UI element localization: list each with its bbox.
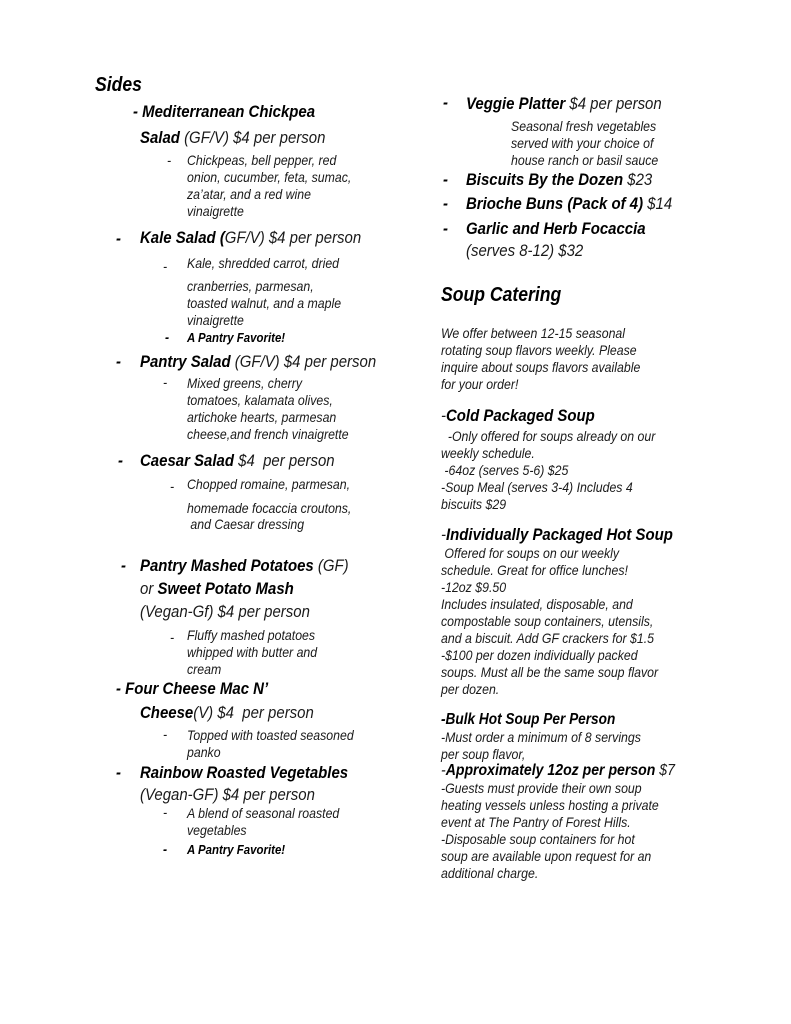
soup-text-line	[441, 682, 499, 696]
text: Offered for soups on our weekly	[441, 545, 620, 561]
soup-text-line	[441, 832, 635, 846]
sides-text-line	[140, 764, 348, 781]
bold-text: Individually Packaged Hot Soup	[445, 525, 673, 544]
extras-text-line	[466, 195, 672, 212]
text: and a biscuit. Add GF crackers for $1.5	[441, 630, 654, 646]
soup-text-line	[441, 648, 638, 662]
bullet-dash	[163, 842, 167, 856]
soup-text-line	[441, 815, 631, 829]
bold-text: -	[443, 93, 448, 112]
text: -	[441, 525, 446, 544]
text: Fluffy mashed potatoes	[187, 627, 316, 643]
text: Topped with toasted seasoned	[187, 727, 354, 743]
soup-text-line	[441, 849, 651, 863]
text: We offer between 12-15 seasonal	[441, 325, 626, 341]
bullet-dash	[121, 557, 126, 574]
soup-text-line	[441, 526, 673, 543]
text: house ranch or basil sauce	[511, 152, 659, 168]
bold-text: Salad	[140, 128, 180, 147]
sides-text-line	[187, 427, 349, 441]
text: (Vegan-Gf) $4 per person	[140, 602, 310, 621]
bold-text: Approximately 12oz per person	[445, 762, 656, 779]
sides-heading: Sides	[95, 74, 142, 96]
text: $4 per person	[565, 94, 662, 113]
bold-text: - Four Cheese Mac N’	[116, 679, 269, 698]
extras-text-line	[511, 119, 656, 133]
text: (serves 8-12) $32	[466, 241, 584, 260]
text: $7	[655, 762, 675, 779]
extras-text-line	[511, 136, 653, 150]
sides-text-line	[140, 603, 310, 620]
soup-text-line	[441, 781, 642, 795]
text: (GF/V) $4 per person	[230, 352, 377, 371]
sides-text-line	[140, 229, 361, 246]
text: -	[170, 478, 175, 494]
soup-text-line	[441, 763, 675, 779]
text: $14	[643, 194, 673, 213]
text: Chickpeas, bell pepper, red	[187, 152, 337, 168]
text: Chopped romaine, parmesan,	[187, 476, 351, 492]
text: -	[163, 374, 168, 390]
text: -12oz $9.50	[441, 579, 507, 595]
sides-text-line	[187, 204, 244, 218]
text: biscuits $29	[441, 496, 507, 512]
text: -	[441, 406, 446, 425]
sides-text-line	[140, 353, 376, 370]
sides-text-line	[187, 279, 314, 293]
soup-text-line	[441, 546, 619, 560]
bold-text: A Pantry Favorite!	[187, 842, 286, 857]
soup-text-line	[441, 497, 506, 511]
sides-text-line	[187, 728, 354, 742]
extras-text-line	[466, 242, 583, 259]
sides-text-line	[140, 557, 349, 574]
text: cream	[187, 661, 222, 677]
soup-text-line	[441, 580, 506, 594]
sides-text-line	[187, 745, 221, 759]
text: -	[163, 726, 168, 742]
text: vinaigrette	[187, 312, 244, 328]
extras-text-line	[466, 95, 662, 112]
text: heating vessels unless hosting a private	[441, 797, 659, 813]
text: rotating soup flavors weekly. Please	[441, 342, 637, 358]
text: A blend of seasonal roasted	[187, 805, 340, 821]
bullet-dash	[118, 452, 123, 469]
sides-text-line	[133, 103, 315, 120]
soup-text-line	[441, 597, 633, 611]
soup-catering-heading: Soup Catering	[441, 284, 562, 306]
sides-text-line	[187, 153, 336, 167]
bullet-dash	[163, 375, 167, 389]
extras-text-line	[511, 153, 658, 167]
bold-text: Caesar Salad	[140, 451, 234, 470]
text: per dozen.	[441, 681, 500, 697]
bullet-dash	[443, 195, 448, 212]
text: tomatoes, kalamata olives,	[187, 392, 333, 408]
soup-text-line	[441, 407, 595, 424]
soup-text-line	[441, 866, 538, 880]
text: homemade focaccia croutons,	[187, 500, 352, 516]
text: -	[163, 258, 168, 274]
bold-text: -	[163, 841, 168, 857]
bold-text: -	[165, 329, 170, 345]
sides-text-line	[140, 580, 294, 597]
text: (V) $4 per person	[193, 703, 314, 722]
soup-text-line	[441, 360, 640, 374]
text: Mixed greens, cherry	[187, 375, 303, 391]
text: (GF)	[313, 556, 349, 575]
bold-text: Garlic and Herb Focaccia	[466, 219, 646, 238]
text: or	[140, 579, 158, 598]
bullet-dash	[163, 727, 167, 741]
sides-text-line	[187, 376, 302, 390]
text: event at The Pantry of Forest Hills.	[441, 814, 631, 830]
text: served with your choice of	[511, 135, 654, 151]
text: cranberries, parmesan,	[187, 278, 314, 294]
text: compostable soup containers, utensils,	[441, 613, 654, 629]
sides-text-line	[187, 296, 341, 310]
text: onion, cucumber, feta, sumac,	[187, 169, 352, 185]
sides-text-line	[187, 517, 304, 531]
sides-text-line	[187, 843, 285, 856]
extras-text-line	[466, 220, 646, 237]
sides-text-line	[187, 662, 221, 676]
sides-text-line	[187, 410, 336, 424]
bold-text: - Mediterranean Chickpea	[133, 102, 316, 121]
bold-text: A Pantry Favorite!	[187, 330, 286, 345]
bold-text: Sweet Potato Mash	[157, 579, 294, 598]
bold-text: -	[443, 194, 448, 213]
text: vinaigrette	[187, 203, 244, 219]
text: $23	[623, 170, 653, 189]
sides-text-line	[187, 187, 311, 201]
bold-text: -	[443, 170, 448, 189]
bullet-dash	[116, 764, 121, 781]
sides-text-line	[187, 477, 350, 491]
text: whipped with butter and	[187, 644, 318, 660]
text: vegetables	[187, 822, 247, 838]
text: soups. Must all be the same soup flavor	[441, 664, 659, 680]
text: -Disposable soup containers for hot	[441, 831, 635, 847]
bold-text: -	[443, 219, 448, 238]
sides-text-line	[187, 313, 244, 327]
text: inquire about soups flavors available	[441, 359, 641, 375]
bold-text: -	[116, 763, 121, 782]
soup-text-line	[441, 343, 637, 357]
sides-text-line	[187, 806, 339, 820]
sides-text-line	[187, 823, 247, 837]
sides-text-line	[187, 645, 317, 659]
soup-text-line	[441, 631, 654, 645]
bold-text: Cold Packaged Soup	[445, 406, 595, 425]
text: -	[163, 804, 168, 820]
bold-text: -	[116, 229, 121, 248]
bold-text: Pantry Mashed Potatoes	[140, 556, 314, 575]
bold-text: Pantry Salad	[140, 352, 231, 371]
soup-text-line	[441, 712, 615, 728]
sides-text-line	[187, 331, 285, 344]
bullet-dash	[165, 330, 169, 344]
text: -Must order a minimum of 8 servings	[441, 729, 641, 745]
soup-text-line	[441, 326, 625, 340]
text: cheese,and french vinaigrette	[187, 426, 349, 442]
text: $4 per person	[233, 451, 335, 470]
text: per soup flavor,	[441, 746, 526, 762]
soup-text-line	[441, 798, 659, 812]
bold-text: -	[121, 556, 126, 575]
soup-text-line	[441, 563, 628, 577]
bullet-dash	[116, 353, 121, 370]
bold-text: Kale Salad (	[140, 228, 225, 247]
bold-text: -	[118, 451, 123, 470]
text: Includes insulated, disposable, and	[441, 596, 633, 612]
bold-text: Cheese	[140, 703, 194, 722]
text: -Only offered for soups already on our	[441, 428, 656, 444]
bold-text: Brioche Buns (Pack of 4)	[466, 194, 644, 213]
text: -Soup Meal (serves 3-4) Includes 4	[441, 479, 633, 495]
bullet-dash	[167, 153, 171, 167]
text: and Caesar dressing	[187, 516, 305, 532]
bullet-dash	[163, 805, 167, 819]
text: -Guests must provide their own soup	[441, 780, 642, 796]
sides-text-line	[187, 170, 351, 184]
text: za’atar, and a red wine	[187, 186, 311, 202]
soup-text-line	[441, 480, 633, 494]
bold-text: -Bulk Hot Soup Per Person	[441, 711, 616, 728]
text: weekly schedule.	[441, 445, 535, 461]
sides-text-line	[140, 452, 335, 469]
text: -	[441, 762, 446, 779]
sides-text-line	[140, 786, 315, 803]
text: additional charge.	[441, 865, 539, 881]
sides-text-line	[116, 680, 268, 697]
soup-text-line	[441, 377, 518, 391]
sides-text-line	[187, 501, 351, 515]
sides-text-line	[140, 704, 314, 721]
extras-text-line	[466, 171, 652, 188]
bold-text: Biscuits By the Dozen	[466, 170, 624, 189]
text: -64oz (serves 5-6) $25	[441, 462, 569, 478]
text: panko	[187, 744, 221, 760]
soup-text-line	[441, 463, 568, 477]
sides-text-line	[187, 628, 315, 642]
text: -	[167, 152, 172, 168]
soup-text-line	[441, 747, 525, 761]
text: -$100 per dozen individually packed	[441, 647, 638, 663]
soup-text-line	[441, 446, 535, 460]
soup-text-line	[441, 429, 655, 443]
bullet-dash	[443, 171, 448, 188]
bullet-dash	[170, 630, 174, 644]
bullet-dash	[163, 259, 167, 273]
bullet-dash	[170, 479, 174, 493]
text: Seasonal fresh vegetables	[511, 118, 657, 134]
bold-text: Rainbow Roasted Vegetables	[140, 763, 349, 782]
text: schedule. Great for office lunches!	[441, 562, 628, 578]
text: (GF/V) $4 per person	[179, 128, 326, 147]
soup-text-line	[441, 730, 641, 744]
sides-text-line	[187, 256, 339, 270]
bullet-dash	[443, 94, 448, 111]
text: for your order!	[441, 376, 519, 392]
text: (Vegan-GF) $4 per person	[140, 785, 315, 804]
soup-text-line	[441, 665, 658, 679]
bold-text: Veggie Platter	[466, 94, 566, 113]
text: -	[170, 629, 175, 645]
sides-text-line	[140, 129, 325, 146]
bullet-dash	[443, 220, 448, 237]
soup-text-line	[441, 614, 653, 628]
text: artichoke hearts, parmesan	[187, 409, 337, 425]
text: soup are available upon request for an	[441, 848, 652, 864]
sides-text-line	[187, 393, 333, 407]
text: Kale, shredded carrot, dried	[187, 255, 340, 271]
bullet-dash	[116, 230, 121, 247]
text: GF/V) $4 per person	[224, 228, 362, 247]
text: toasted walnut, and a maple	[187, 295, 342, 311]
bold-text: -	[116, 352, 121, 371]
